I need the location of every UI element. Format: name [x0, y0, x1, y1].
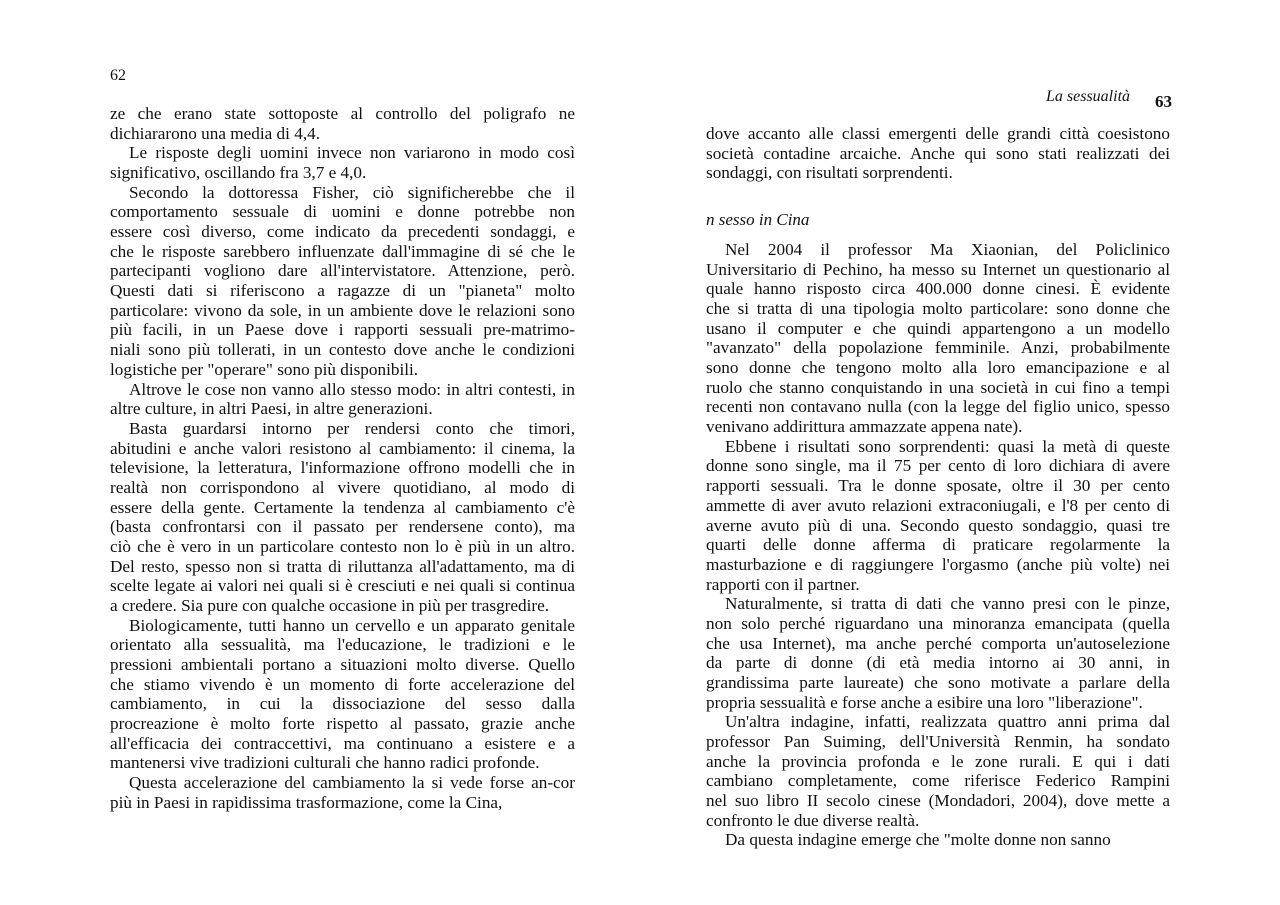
text-line: professor Pan Suiming, dell'Università Renmin, ha sondato: [706, 732, 1170, 751]
text-line: che usa Internet), ma anche perché comporta un'autoselezione: [706, 633, 1170, 653]
text-line: cambiamento, in cui la dissociazione del sesso dalla: [110, 694, 575, 714]
text-line: partecipanti vogliono dare all'intervistatore. Attenzione, però.: [110, 261, 575, 281]
text-line: Nel 2004 il professor Ma Xiaonian, del Policlinico: [725, 240, 1170, 259]
text-line: ammette di aver avuto relazioni extraconiugali, e l'8 per cento di: [706, 495, 1170, 515]
text-line: "avanzato" della popolazione femminile. Anzi, probabilmente: [706, 338, 1170, 358]
text-line: da parte di donne (di età media intorno ai 30 anni, in: [706, 653, 1170, 673]
text-line: quarti delle donne afferma di praticare regolarmente la: [706, 535, 1170, 555]
text-line: venivano addirittura ammazzate appena nate).: [706, 417, 1023, 437]
text-line: realtà non corrispondono al vivere quotidiano, al modo di: [110, 477, 575, 497]
text-line: nel suo libro II secolo cinese (Mondadori, 2004), dove mette a: [706, 791, 1170, 811]
text-line: rapporti sessuali. Tra le donne sposate, oltre il 30 per cento: [706, 476, 1170, 496]
text-line: più in Paesi in rapidissima trasformazione, come la Cina,: [110, 792, 503, 812]
text-line: quale hanno risposto circa 400.000 donne cinesi. È evidente: [706, 279, 1170, 299]
text-line: comportamento sessuale di uomini e donne potrebbe non: [110, 202, 575, 222]
text-line: niali sono più tollerati, in un contesto dove anche le condizioni: [110, 340, 575, 360]
text-line: Altrove le cose non vanno allo stesso modo: in altri contesti, in: [129, 379, 575, 399]
text-line: Naturalmente, si tratta di dati che vanno presi con le pinze,: [725, 594, 1170, 614]
text-line: che stiamo vivendo è un momento di forte accelerazione del: [110, 674, 575, 694]
text-line: Questi dati si riferiscono a ragazze di un "pianeta" molto: [110, 281, 575, 301]
text-line: rapporti con il partner.: [706, 574, 860, 594]
text-line: non solo perché riguardano una minoranza emancipata (quella: [706, 613, 1170, 633]
running-head: La sessualità: [1046, 88, 1131, 105]
text-line: usano il computer e che quindi appartengono a un modello: [706, 318, 1170, 338]
text-line: averne avuto più di una. Secondo questo sondaggio, quasi tre: [706, 515, 1170, 535]
text-line: Biologicamente, tutti hanno un cervello e un apparato genitale: [129, 615, 575, 635]
text-line: dove accanto alle classi emergenti delle grandi città coesistono: [706, 124, 1170, 143]
text-line: significativo, oscillando fra 3,7 e 4,0.: [110, 163, 367, 183]
text-line: orientato alla sessualità, ma l'educazione, le tradizioni e le: [110, 635, 575, 655]
text-line: Basta guardarsi intorno per rendersi conto che timori,: [129, 418, 575, 438]
text-line: essere così diverso, come indicato da precedenti sondaggi, e: [110, 222, 575, 242]
text-line: (basta confrontarsi con il passato per rendersene conto), ma: [110, 517, 575, 537]
text-line: sondaggi, con risultati sorprendenti.: [706, 163, 953, 183]
text-line: altre culture, in altri Paesi, in altre generazioni.: [110, 399, 433, 419]
text-line: televisione, la letteratura, l'informazione offrono modelli che in: [110, 458, 575, 478]
text-line: ciò che è vero in un particolare contesto non lo è più in un altro.: [110, 536, 575, 556]
text-line: Ebbene i risultati sono sorprendenti: quasi la metà di queste: [725, 436, 1170, 456]
text-line: anche la provincia profonda e le zone rurali. E qui i dati: [706, 751, 1170, 771]
text-line: a credere. Sia pure con qualche occasione in più per trasgredire.: [110, 596, 550, 615]
text-line: abitudini e anche valori resistono al cambiamento: il cinema, la: [110, 438, 575, 458]
text-line: masturbazione e di raggiungere l'orgasmo (anche più volte) nei: [706, 554, 1170, 574]
page-number-left: 62: [110, 67, 126, 84]
text-line: sono donne che tengono molto alla loro emancipazione e al: [706, 358, 1170, 378]
text-line: che si tratta di una tipologia molto particolare: sono donne che: [706, 299, 1170, 319]
text-line: procreazione è molto forte rispetto al passato, grazie anche: [110, 714, 575, 734]
text-line: donne sono single, ma il 75 per cento di loro dichiara di avere: [706, 456, 1170, 476]
text-line: scelte legate ai valori nei quali si è cresciuti e nei quali si continua: [110, 576, 575, 596]
text-line: Questa accelerazione del cambiamento la si vede forse an-cor: [129, 773, 575, 793]
text-line: all'efficacia dei contraccettivi, ma continuano a esistere e a: [110, 733, 575, 753]
text-line: Universitario di Pechino, ha messo su Internet un questionario al: [706, 259, 1170, 279]
text-line: dichiararono una media di 4,4.: [110, 123, 321, 143]
text-line: società contadine arcaiche. Anche qui sono stati realizzati dei: [706, 143, 1170, 163]
text-line: particolare: vivono da sole, in un ambiente dove le relazioni sono: [110, 300, 575, 320]
text-line: Da questa indagine emerge che "molte donne non sanno: [725, 830, 1111, 850]
text-line: essere della gente. Certamente la tendenza al cambiamento c'è: [110, 497, 575, 517]
text-line: Un'altra indagine, infatti, realizzata quattro anni prima dal: [725, 712, 1170, 732]
text-line: più facili, in un Paese dove i rapporti sessuali pre-matrimo-: [110, 320, 575, 340]
text-line: Le risposte degli uomini invece non variarono in modo così: [129, 143, 575, 163]
page-number-right: 63: [1155, 92, 1172, 111]
text-line: che le risposte sarebbero influenzate dall'immagine di sé che le: [110, 241, 575, 261]
text-line: cambiano completamente, come riferisce Federico Rampini: [706, 771, 1170, 791]
text-line: ze che erano state sottoposte al controllo del poligrafo ne: [110, 104, 575, 123]
section-heading: n sesso in Cina: [706, 210, 810, 229]
text-line: mantenersi vive tradizioni culturali che hanno radici profonde.: [110, 753, 540, 773]
text-line: pressioni ambientali portano a situazioni molto diverse. Quello: [110, 655, 575, 675]
text-line: confronto le due diverse realtà.: [706, 810, 920, 830]
text-line: ruolo che stanno conquistando in una società in cui fino a tempi: [706, 377, 1170, 397]
text-line: recenti non contavano nulla (con la legge del figlio unico, spesso: [706, 397, 1170, 417]
text-line: Secondo la dottoressa Fisher, ciò significherebbe che il: [129, 182, 575, 202]
text-line: logistiche per "operare" sono più disponibili.: [110, 359, 419, 379]
text-line: Del resto, spesso non si tratta di riluttanza all'adattamento, ma di: [110, 556, 575, 576]
text-line: grandissima parte laureate) che sono motivate a parlare della: [706, 672, 1170, 692]
text-line: propria sessualità e forse anche a esibire una loro "liberazione".: [706, 692, 1143, 712]
